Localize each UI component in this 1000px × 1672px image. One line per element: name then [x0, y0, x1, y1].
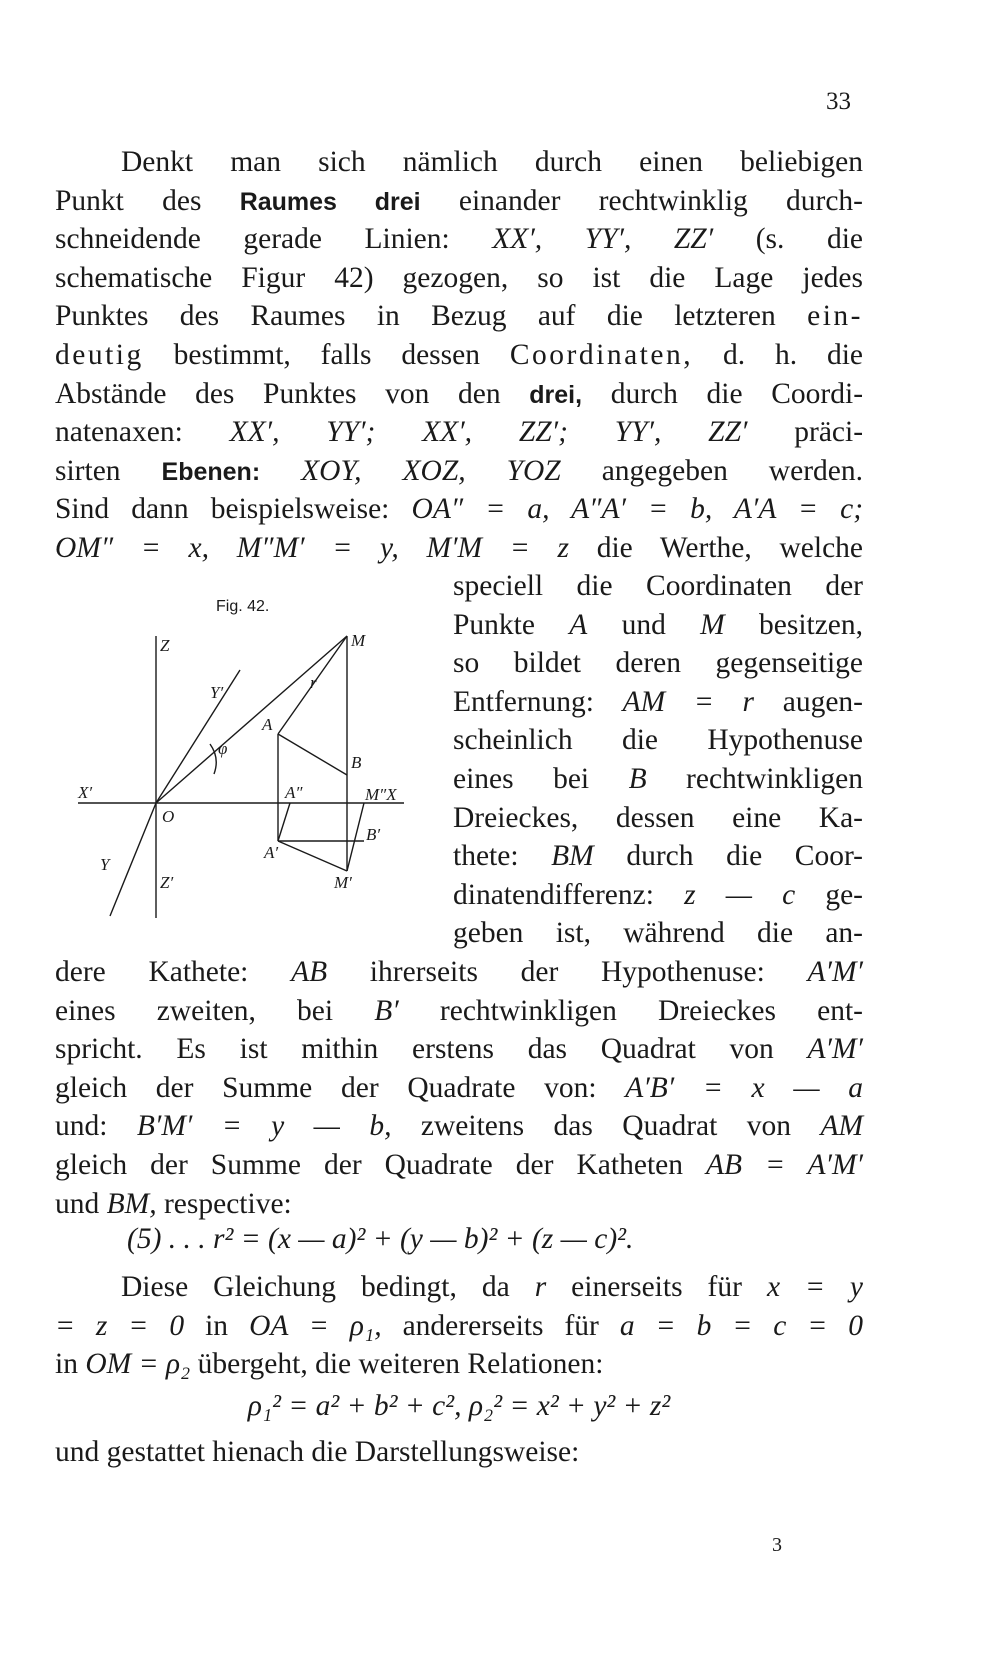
figure-caption: Fig. 42. — [216, 598, 270, 615]
svg-text:Z: Z — [160, 636, 170, 655]
text-line: spricht. Es ist mithin erstens das Quadrat von A′M′ — [55, 1033, 864, 1066]
paragraph-closing — [55, 1433, 863, 1472]
svg-text:O: O — [162, 807, 175, 826]
svg-text:M″X: M″X — [365, 785, 397, 804]
equation-rho — [55, 1387, 863, 1426]
text-line: OM″ = x, M″M′ = y, M′M = z die Werthe, welche — [55, 531, 864, 564]
svg-text:M′: M′ — [334, 873, 352, 892]
text-line: so bildet deren gegenseitige — [453, 647, 863, 680]
svg-text:B: B — [351, 753, 362, 772]
equation-line: ρ₁² = a² + b² + c², ρ₂² = x² + y² + z² — [247, 1390, 671, 1422]
text-line: speciell die Coordinaten der — [453, 570, 863, 602]
text-line: = z = 0 in OA = ρ₁, andererseits für a = b = c = 0 — [55, 1309, 864, 1342]
text-line: und gestattet hienach die Darstellungsweise: — [55, 1436, 580, 1468]
svg-text:r: r — [310, 673, 317, 692]
text-line: und: B′M′ = y — b, zweitens das Quadrat von AM — [55, 1110, 864, 1143]
svg-text:φ: φ — [218, 739, 228, 758]
text-line: geben ist, während die an- — [453, 917, 863, 950]
text-line: Punkt des Raumes drei einander rechtwinklig durch- — [55, 184, 864, 217]
text-line: Punktes des Raumes in Bezug auf die letzteren ein- — [55, 300, 864, 333]
text-line: dinatendifferenz: z — c ge- — [453, 878, 863, 911]
paragraph-wrap — [55, 567, 863, 953]
text-line: Punkte A und M besitzen, — [453, 608, 864, 641]
text-line: gleich der Summe der Quadrate der Katheten AB = A′M′ — [55, 1148, 863, 1181]
text-line: dere Kathete: AB ihrerseits der Hypothenuse: A′M′ — [55, 956, 864, 988]
svg-text:Y′: Y′ — [210, 683, 224, 702]
svg-text:A: A — [262, 715, 273, 734]
equation-5 — [55, 1220, 863, 1259]
text-line: Sind dann beispielsweise: OA″ = a, A″A′ = b, A′A = c; — [55, 493, 864, 526]
text-line: Denkt man sich nämlich durch einen beliebigen — [121, 146, 863, 178]
signature-mark: 3 — [772, 1534, 782, 1556]
text-line: sirten Ebenen: XOY, XOZ, YOZ angegeben werden. — [55, 454, 863, 487]
page-number: 33 — [826, 88, 851, 115]
text-line: Diese Gleichung bedingt, da r einerseits für x = y — [121, 1271, 863, 1303]
svg-text:M: M — [351, 631, 366, 650]
text-line: und BM, respective: — [55, 1187, 292, 1220]
text-line: schematische Figur 42) gezogen, so ist die Lage jedes — [55, 261, 863, 294]
text-line: gleich der Summe der Quadrate von: A′B′ = x — a — [55, 1071, 864, 1104]
svg-text:A′: A′ — [264, 843, 279, 862]
text-line: natenaxen: XX′, YY′; XX′, ZZ′; YY′, ZZ′ präci- — [55, 416, 864, 449]
svg-text:X′: X′ — [78, 783, 93, 802]
text-line: in OM = ρ₂ übergeht, die weiteren Relationen: — [55, 1348, 604, 1381]
text-line: eines zweiten, bei B′ rechtwinkligen Dreieckes ent- — [55, 994, 863, 1027]
equation-line: (5) . . . r² = (x — a)² + (y — b)² + (z — c)². — [127, 1223, 634, 1255]
text-line: Abstände des Punktes von den drei, durch die Coordi- — [55, 377, 864, 410]
paragraph-relations — [55, 1268, 863, 1384]
svg-text:Y: Y — [100, 855, 110, 874]
text-line: thete: BM durch die Coor- — [453, 840, 863, 873]
svg-text:A″: A″ — [285, 783, 303, 802]
text-line: scheinlich die Hypothenuse — [453, 724, 863, 757]
text-line: Dreieckes, dessen eine Ka- — [453, 801, 863, 834]
text-line: eines bei B rechtwinkligen — [453, 762, 863, 795]
paragraph-continued — [55, 953, 863, 1223]
paragraph-coordinates — [55, 143, 863, 568]
text-line: Entfernung: AM = r augen- — [453, 685, 864, 718]
svg-text:B′: B′ — [366, 825, 381, 844]
svg-text:Z′: Z′ — [160, 873, 174, 892]
text-line: schneidende gerade Linien: XX′, YY′, ZZ′ (s. die — [55, 223, 864, 256]
text-line: deutig bestimmt, falls dessen Coordinaten, d. h. die — [55, 338, 864, 371]
